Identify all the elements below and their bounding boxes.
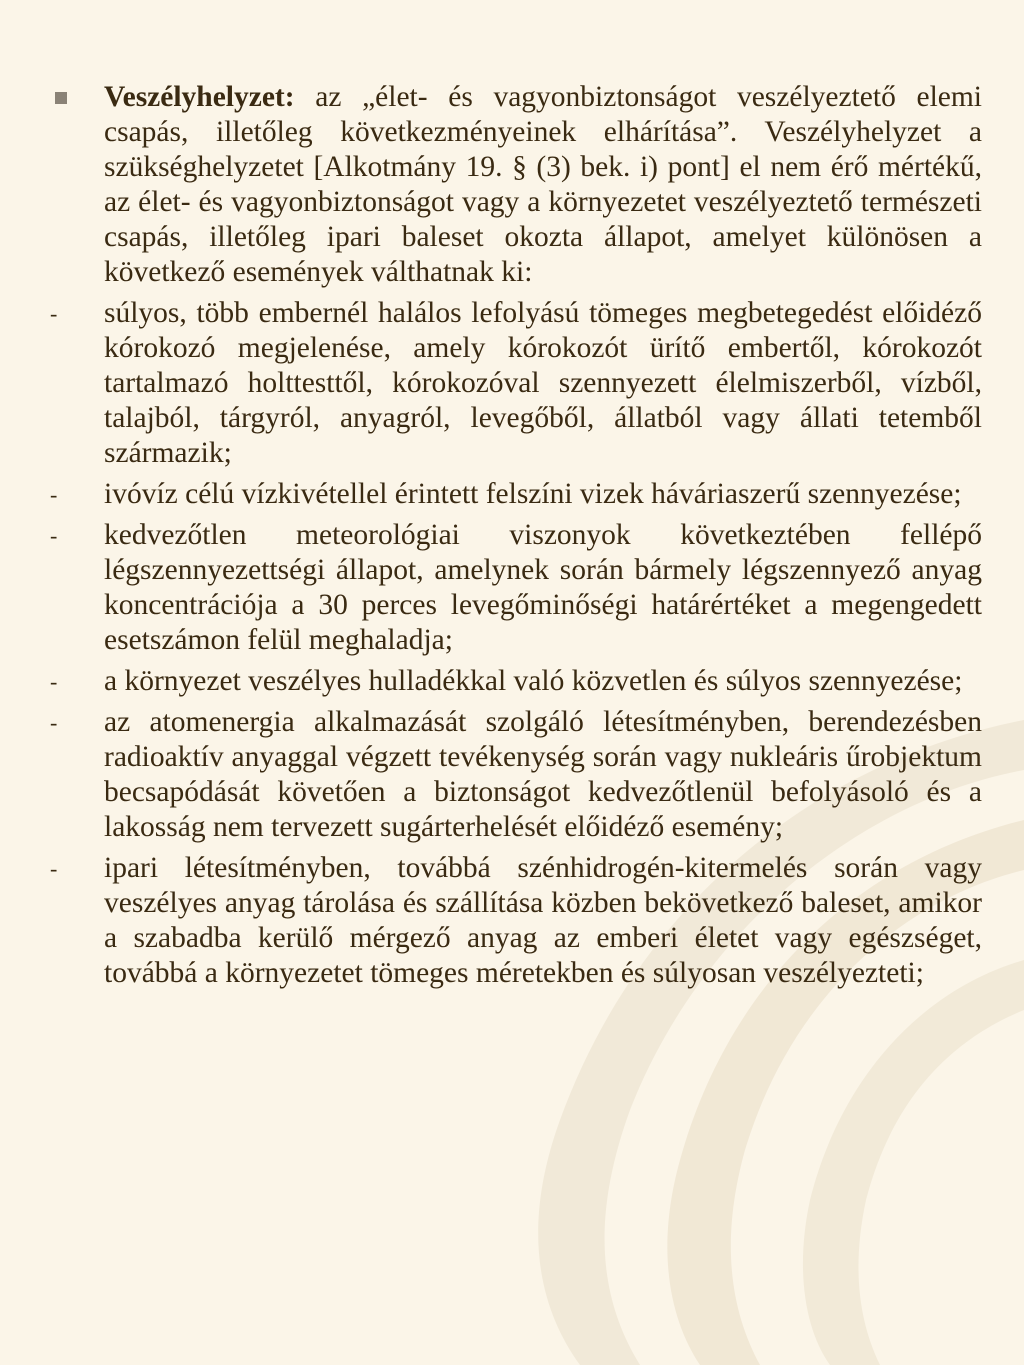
list-item-text: kedvezőtlen meteorológiai viszonyok következtében fellépő légszennyezettségi állapot, amelynek során bármely légszennyező anyag koncentrációja a 30 perces levegőminőségi határértéket a megengedett esetszámon felül meghaladja; — [104, 519, 982, 656]
list-item — [50, 851, 982, 991]
definition-term: Veszélyhelyzet: — [104, 81, 295, 113]
list-item-text: az atomenergia alkalmazását szolgáló létesítményben, berendezésben radioaktív anyaggal végzett tevékenység során vagy nukleáris űrobjektum becsapódását követően a biztonságot kedvezőtlenül befolyásoló és a lakosság nem tervezett sugárterhelését előidéző esemény; — [104, 706, 982, 843]
dash-marker: - — [50, 710, 58, 735]
dash-marker: - — [50, 482, 58, 507]
list-item-text: súlyos, több embernél halálos lefolyású tömeges megbetegedést előidéző kórokozó megjelenése, amely kórokozót ürítő embertől, kórokozót tartalmazó holttesttől, kórokozóval szennyezett élelmiszerből, vízből, talajból, tárgyról, anyagról, levegőből, állatból vagy állati tetemből származik; — [104, 297, 982, 469]
list-item — [50, 296, 982, 471]
list-item — [50, 477, 982, 512]
dash-marker: - — [50, 301, 58, 326]
dash-marker: - — [50, 669, 58, 694]
definition-text: az „élet- és vagyonbiztonságot veszélyeztető elemi csapás, illetőleg következményeinek elhárítása”. Veszélyhelyzet a szükséghelyzetet [Alkotmány 19. § (3) bek. i) pont] el nem érő mértékű, az élet- és vagyonbiztonságot vagy a környezetet veszélyeztető természeti csapás, illetőleg ipari baleset okozta állapot, amelyet különösen a következő események válthatnak ki: — [104, 81, 982, 288]
dash-marker: - — [50, 523, 58, 548]
list-item — [50, 705, 982, 845]
list-item-text: ivóvíz célú vízkivétellel érintett felszíni vizek háváriaszerű szennyezése; — [104, 478, 962, 510]
intro-paragraph — [104, 80, 982, 290]
dash-marker: - — [50, 856, 58, 881]
list-item-text: a környezet veszélyes hulladékkal való közvetlen és súlyos szennyezése; — [104, 665, 963, 697]
list-item — [50, 664, 982, 699]
list-item — [50, 518, 982, 658]
intro-bullet — [50, 80, 982, 290]
square-bullet-icon — [50, 80, 104, 104]
list-item-text: ipari létesítményben, továbbá szénhidrogén-kitermelés során vagy veszélyes anyag tárolása és szállítása közben bekövetkező baleset, amikor a szabadba kerülő mérgező anyag az emberi életet vagy egészséget, továbbá a környezetet tömeges méretekben és súlyosan veszélyezteti; — [104, 852, 982, 989]
slide-content — [50, 80, 982, 997]
